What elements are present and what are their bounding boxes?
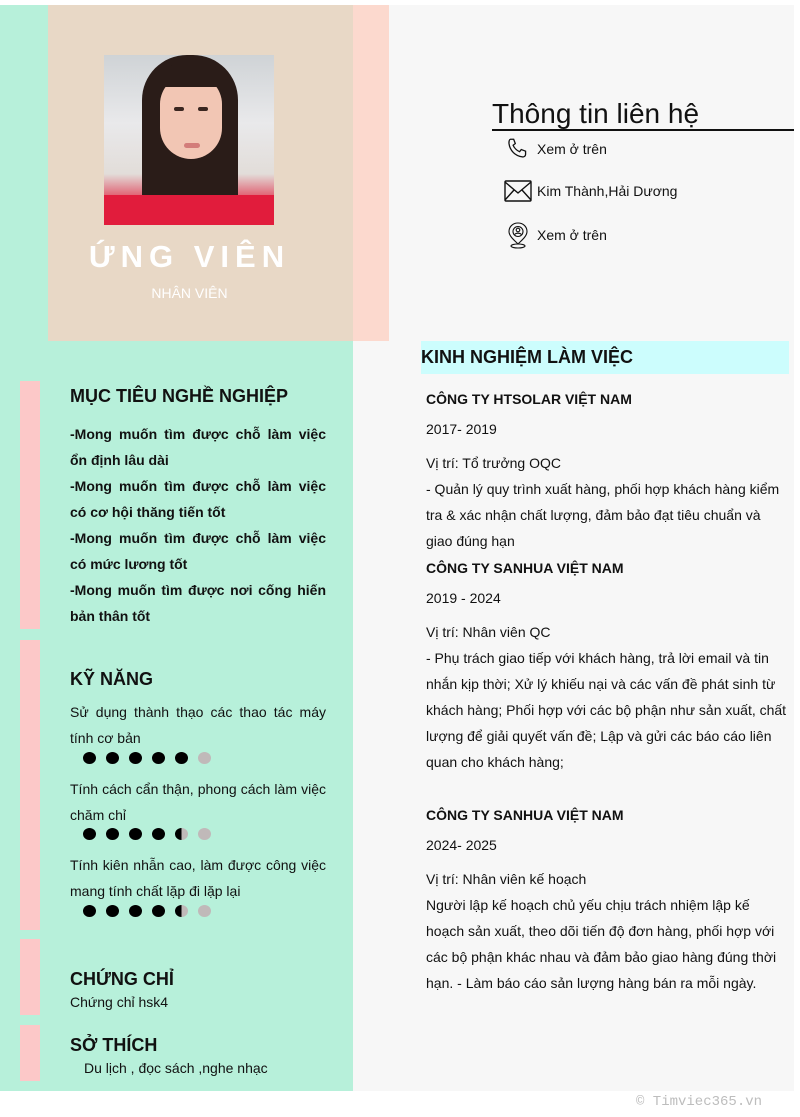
watermark: © Timviec365.vn [636,1094,763,1110]
rating-dot-filled [106,752,119,764]
skill-rating [83,828,211,840]
rating-dot-filled [106,828,119,840]
company-name: CÔNG TY HTSOLAR VIỆT NAM [426,391,632,407]
hobbies-title: SỞ THÍCH [70,1035,158,1055]
employment-period: 2024- 2025 [426,837,497,853]
employment-period: 2019 - 2024 [426,590,501,606]
candidate-name: ỨNG VIÊN [88,239,291,274]
phone-icon [504,135,532,163]
avatar [104,55,274,225]
rating-dot-empty [198,828,211,840]
certificates-title: CHỨNG CHỈ [70,969,174,989]
job-description: - Quản lý quy trình xuất hàng, phối hợp khách hàng kiểm tra & xác nhận chất lượng, đảm bảo đạt tiêu chuẩn và giao đúng hạn [426,481,780,549]
cv-page [0,5,794,1091]
mail-icon [504,177,532,205]
skill-item-text: Tính kiên nhẫn cao, làm được công việc mang tính chất lặp đi lặp lại [70,857,326,899]
objective-list [70,421,326,629]
rating-dot-filled [129,752,142,764]
location-person-icon [504,221,532,249]
experience-item [426,387,788,554]
rating-dot-empty [198,905,211,917]
certificates-accent-bar [20,939,40,1015]
rating-dot-filled [83,828,96,840]
contact-address-text: Xem ở trên [537,227,607,243]
rating-dot-filled [129,905,142,917]
rating-dot-filled [83,905,96,917]
objective-item: -Mong muốn tìm được nơi cống hiến bản thân tốt [70,582,326,624]
rating-dot-filled [152,905,165,917]
objective-accent-bar [20,381,40,629]
skills-accent-bar [20,640,40,930]
company-name: CÔNG TY SANHUA VIỆT NAM [426,560,624,576]
rating-dot-filled [152,752,165,764]
rating-dot-half [175,828,188,840]
rating-dot-filled [152,828,165,840]
rating-dot-filled [83,752,96,764]
objective-item: -Mong muốn tìm được chỗ làm việc có mức lương tốt [70,530,326,572]
skill-item-text: Sử dụng thành thạo các thao tác máy tính cơ bản [70,704,326,746]
experience-item [426,803,788,996]
skills-title: KỸ NĂNG [70,669,154,689]
certificate-item: Chứng chỉ hsk4 [70,994,169,1010]
contact-phone [504,135,607,163]
rating-dot-filled [106,905,119,917]
job-position: Vị trí: Nhân viên QC [426,624,551,640]
contact-divider [492,129,794,131]
experience-title [421,341,789,374]
rating-dot-filled [129,828,142,840]
hobbies-accent-bar [20,1025,40,1081]
skill-rating [83,752,211,764]
experience-title-text: KINH NGHIỆM LÀM VIỆC [421,347,634,367]
objective-item: -Mong muốn tìm được chỗ làm việc có cơ hội thăng tiến tốt [70,478,326,520]
job-description: - Phụ trách giao tiếp với khách hàng, trả lời email và tin nhắn kịp thời; Xử lý khiếu nại và các vấn đề phát sinh từ khách hàng; Phối hợp với các bộ phận như sản xuất, chất lượng để giải quyết vấn đề; Lập và gửi các báo cáo liên quan cho khách hàng; [426,650,787,770]
objective-item: -Mong muốn tìm được chỗ làm việc ổn định lâu dài [70,426,326,468]
rating-dot-half [175,905,188,917]
experience-item [426,556,788,775]
contact-email [504,177,677,205]
candidate-role: NHÂN VIÊN [151,285,228,301]
employment-period: 2017- 2019 [426,421,497,437]
company-name: CÔNG TY SANHUA VIỆT NAM [426,807,624,823]
contact-address [504,221,607,249]
job-position: Vị trí: Nhân viên kế hoạch [426,871,587,887]
objective-title: MỤC TIÊU NGHỀ NGHIỆP [70,386,289,406]
contact-phone-text: Xem ở trên [537,141,607,157]
rating-dot-empty [198,752,211,764]
rating-dot-filled [175,752,188,764]
contact-email-text: Kim Thành,Hải Dương [537,183,678,199]
hobbies-text: Du lịch , đọc sách ,nghe nhạc [84,1060,268,1076]
job-description: Người lập kế hoạch chủ yếu chịu trách nhiệm lập kế hoạch sản xuất, theo dõi tiến độ đơn hàng, phối hợp với các bộ phận khác nhau và đảm bảo giao hàng đúng thời hạn. - Làm báo cáo sản lượng hàng bán ra mỗi ngày. [426,897,777,991]
job-position: Vị trí: Tổ trưởng OQC [426,455,561,471]
contact-title: Thông tin liên hệ [492,98,700,129]
skill-rating [83,905,211,917]
skill-item-text: Tính cách cẩn thận, phong cách làm việc chăm chỉ [70,781,326,823]
